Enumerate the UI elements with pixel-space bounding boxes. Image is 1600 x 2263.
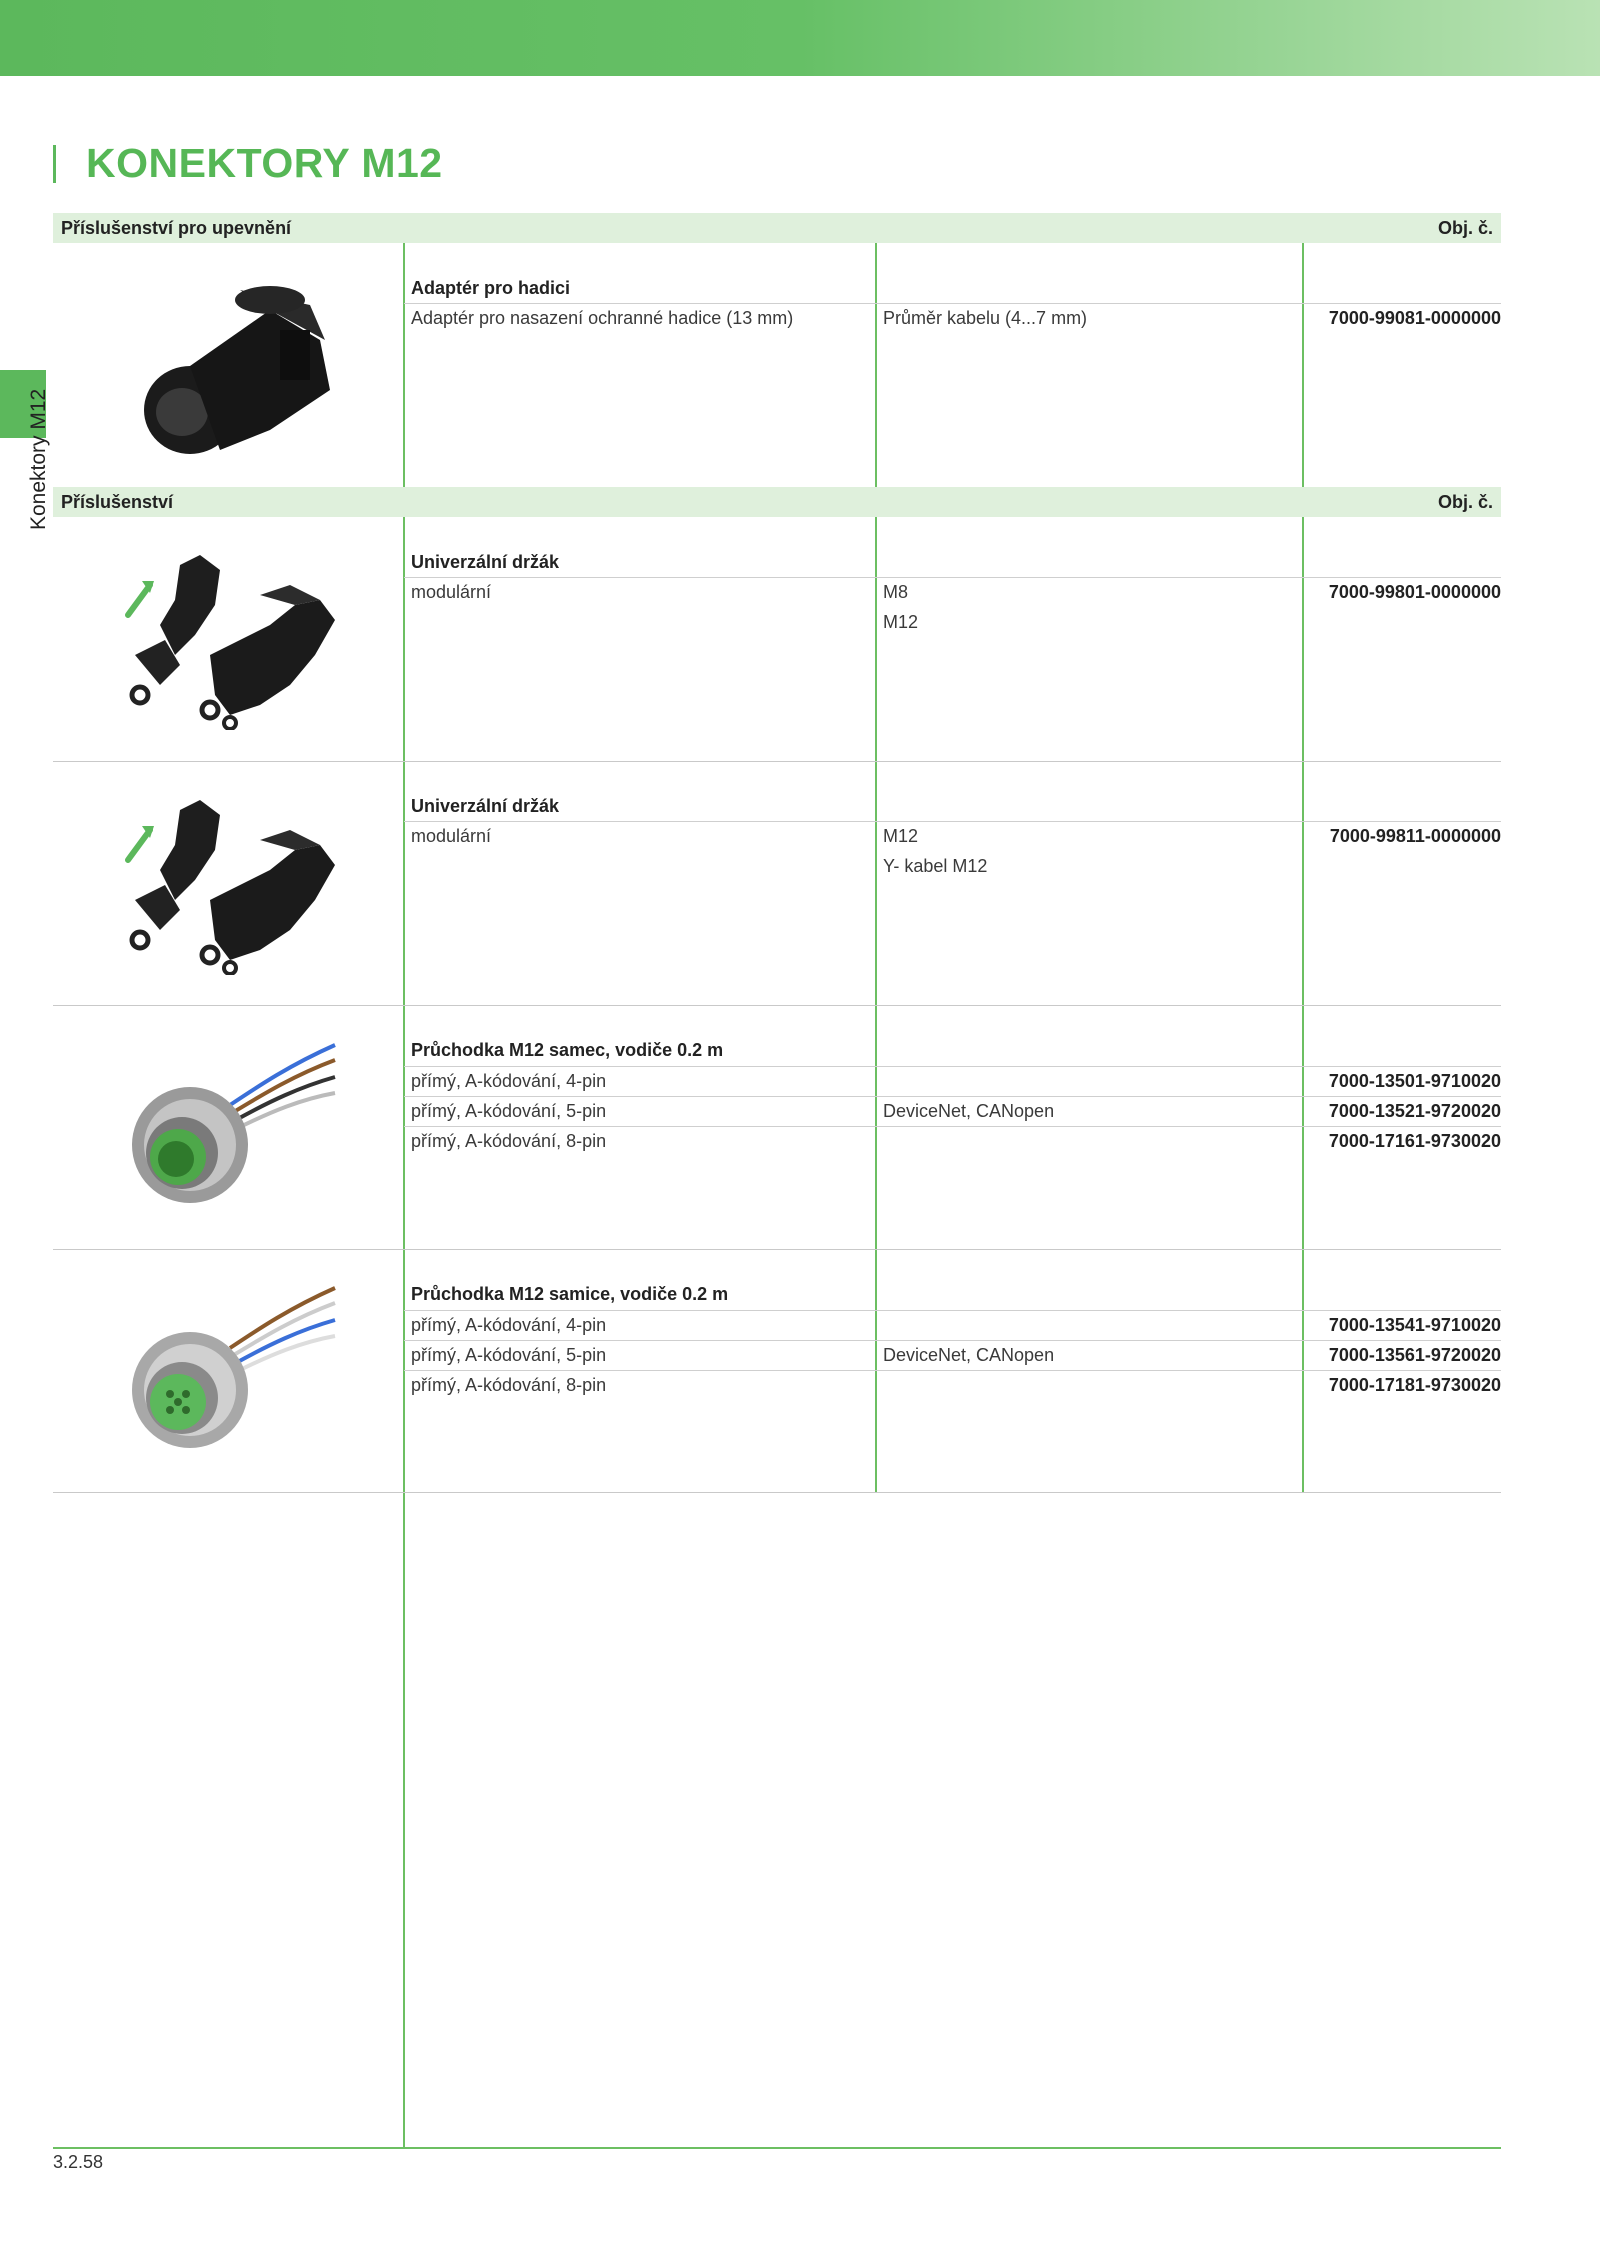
product-spec: Průměr kabelu (4...7 mm) [883,308,1088,328]
order-number: 7000-13501-9710020 [1328,1071,1501,1091]
row-divider [404,821,1501,822]
order-number: 7000-99081-0000000 [1328,308,1501,328]
row-divider [404,303,1501,304]
panel-connector-female-image [120,1278,340,1458]
order-number: 7000-13561-9720020 [1328,1345,1501,1365]
row-divider [404,1126,1501,1127]
product-separator [53,1005,1501,1006]
product-description: přímý, A-kódování, 8-pin [411,1131,607,1151]
side-section-label: Konektory M12 [27,388,50,530]
modular-holder-image [120,545,340,730]
product-description: Adaptér pro nasazení ochranné hadice (13 mm) [411,308,794,328]
product-separator [53,761,1501,762]
section-header [53,487,1501,517]
hose-adapter-image [120,270,340,465]
order-number: 7000-99801-0000000 [1328,582,1501,602]
order-number: 7000-17161-9730020 [1328,1131,1501,1151]
section-header-title: Příslušenství pro upevnění [61,218,292,238]
section-header [53,213,1501,243]
title-accent-bar [53,145,56,183]
product-name: Univerzální držák [411,552,560,572]
product-spec: DeviceNet, CANopen [883,1345,1055,1365]
product-description: přímý, A-kódování, 5-pin [411,1101,607,1121]
order-number-header: Obj. č. [1437,218,1493,238]
product-separator [53,1249,1501,1250]
product-spec: DeviceNet, CANopen [883,1101,1055,1121]
product-spec: M12 [883,826,919,846]
product-description: modulární [411,582,492,602]
page-number: 3.2.58 [53,2152,104,2172]
panel-connector-male-image [120,1035,340,1215]
product-name: Adaptér pro hadici [411,278,571,298]
top-color-band [0,0,1600,76]
product-description: přímý, A-kódování, 5-pin [411,1345,607,1365]
product-separator [53,1492,1501,1493]
row-divider [404,1096,1501,1097]
product-name: Průchodka M12 samec, vodiče 0.2 m [411,1040,724,1060]
order-number-header: Obj. č. [1437,492,1493,512]
order-number: 7000-17181-9730020 [1328,1375,1501,1395]
product-spec: M8 [883,582,909,602]
product-name: Univerzální držák [411,796,560,816]
order-number: 7000-13521-9720020 [1328,1101,1501,1121]
modular-holder-image [120,790,340,975]
page-title: KONEKTORY M12 [86,140,443,186]
order-number: 7000-13541-9710020 [1328,1315,1501,1335]
column-divider-2 [875,213,877,1493]
product-description: modulární [411,826,492,846]
product-spec-secondary: M12 [883,612,919,632]
column-divider-3 [1302,213,1304,1493]
product-spec-secondary: Y- kabel M12 [883,856,988,876]
product-description: přímý, A-kódování, 4-pin [411,1071,607,1091]
row-divider [404,1310,1501,1311]
order-number: 7000-99811-0000000 [1329,826,1501,846]
product-description: přímý, A-kódování, 4-pin [411,1315,607,1335]
footer-line [53,2147,1501,2149]
row-divider [404,1370,1501,1371]
row-divider [404,1066,1501,1067]
row-divider [404,577,1501,578]
row-divider [404,1340,1501,1341]
section-header-title: Příslušenství [61,492,174,512]
product-name: Průchodka M12 samice, vodiče 0.2 m [411,1284,729,1304]
product-description: přímý, A-kódování, 8-pin [411,1375,607,1395]
